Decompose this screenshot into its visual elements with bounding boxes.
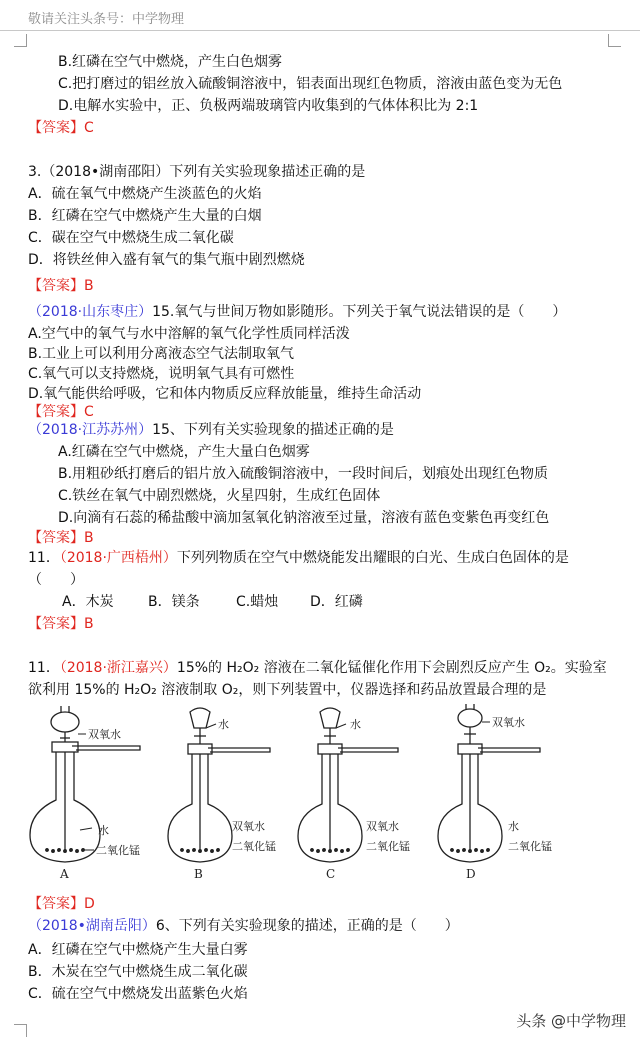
q11-jiaxing-stem-line1 <box>28 658 607 678</box>
q3-option-d: D．将铁丝伸入盛有氧气的集气瓶中剧烈燃烧 <box>28 252 305 268</box>
apparatus-d-bottom-label: 二氧化锰 <box>508 840 552 853</box>
q11-wuzhou-option-a: A．木炭 <box>62 594 114 610</box>
q15-suzhou-answer: 【答案】B <box>28 530 94 546</box>
apparatus-d-mid-label: 水 <box>508 820 519 833</box>
q11-wuzhou-option-b: B．镁条 <box>148 594 200 610</box>
q15-suzhou-source: （2018·江苏苏州） <box>28 422 153 438</box>
q-prev-option-c: C.把打磨过的铝丝放入硫酸铜溶液中，铝表面出现红色物质，溶液由蓝色变为无色 <box>58 76 563 92</box>
apparatus-b-letter: B <box>194 867 203 881</box>
q15-zaozhuang-option-b: B.工业上可以利用分离液态空气法制取氧气 <box>28 346 295 362</box>
q11-jiaxing-source: （2018·浙江嘉兴） <box>59 660 177 676</box>
corner-mark-top-right <box>608 34 621 47</box>
watermark: 头条 @中学物理 <box>516 1012 626 1030</box>
q6-yueyang-stem <box>28 916 459 936</box>
q15-suzhou-option-b: B.用粗砂纸打磨后的铝片放入硫酸铜溶液中，一段时间后，划痕处出现红色物质 <box>58 466 549 482</box>
q11-wuzhou-number: 11． <box>28 550 60 566</box>
q6-yueyang-text: 6、下列有关实验现象的描述，正确的是（ ） <box>155 918 459 934</box>
apparatus-figure <box>20 700 620 890</box>
apparatus-a-mid-label: 水 <box>98 824 109 837</box>
page-header: 敬请关注头条号：中学物理 <box>28 12 185 27</box>
apparatus-a-bottom-label: 二氧化锰 <box>96 844 140 857</box>
apparatus-c-mid-label: 双氧水 <box>366 820 399 833</box>
apparatus-a <box>30 706 140 862</box>
apparatus-a-top-label: 双氧水 <box>88 728 121 741</box>
apparatus-b-bottom-label: 二氧化锰 <box>232 840 276 853</box>
q11-wuzhou-source: （2018·广西梧州） <box>59 550 177 566</box>
q-prev-answer: 【答案】C <box>28 120 94 136</box>
apparatus-b-mid-label: 双氧水 <box>232 820 265 833</box>
q11-wuzhou-option-d: D．红磷 <box>310 594 363 610</box>
apparatus-c <box>298 708 398 862</box>
q-prev-option-d: D.电解水实验中，正、负极两端玻璃管内收集到的气体体积比为 2:1 <box>58 98 479 114</box>
q6-yueyang-source: （2018•湖南岳阳） <box>28 918 156 934</box>
header-divider <box>0 30 640 31</box>
q11-wuzhou-stem <box>28 548 569 568</box>
q3-stem: 3.（2018•湖南邵阳）下列有关实验现象描述正确的是 <box>28 164 366 180</box>
q6-yueyang-option-c: C．硫在空气中燃烧发出蓝紫色火焰 <box>28 986 248 1002</box>
apparatus-a-letter: A <box>60 867 69 881</box>
apparatus-b <box>168 708 270 862</box>
q15-suzhou-text: 15、下列有关实验现象的描述正确的是 <box>152 422 394 438</box>
apparatus-d-letter: D <box>466 867 476 881</box>
q15-zaozhuang-option-d: D.氧气能供给呼吸，它和体内物质反应释放能量，维持生命活动 <box>28 386 422 402</box>
q6-yueyang-option-b: B．木炭在空气中燃烧生成二氧化碳 <box>28 964 248 980</box>
q15-suzhou-option-d: D.向滴有石蕊的稀盐酸中滴加氢氧化钠溶液至过量，溶液有蓝色变紫色再变红色 <box>58 510 550 526</box>
apparatus-b-top-label: 水 <box>218 718 229 731</box>
q11-wuzhou-answer: 【答案】B <box>28 616 94 632</box>
q6-yueyang-option-a: A．红磷在空气中燃烧产生大量白雾 <box>28 942 248 958</box>
q11-wuzhou-option-c: C.蜡烛 <box>236 594 279 610</box>
q15-zaozhuang-stem <box>28 302 566 322</box>
apparatus-c-bottom-label: 二氧化锰 <box>366 840 410 853</box>
q15-suzhou-stem <box>28 420 394 440</box>
q15-zaozhuang-source: （2018·山东枣庄） <box>28 304 153 320</box>
q15-suzhou-option-a: A.红磷在空气中燃烧，产生大量白色烟雾 <box>58 444 310 460</box>
q11-jiaxing-number: 11． <box>28 660 60 676</box>
corner-mark-top-left <box>14 34 27 47</box>
q11-jiaxing-stem-line2: 欲利用 15%的 H₂O₂ 溶液制取 O₂，则下列装置中，仪器选择和药品放置最合理的是 <box>28 682 547 698</box>
q11-wuzhou-paren: （ ） <box>28 572 84 588</box>
q-prev-option-b: B.红磷在空气中燃烧，产生白色烟雾 <box>58 54 283 70</box>
q15-zaozhuang-option-a: A.空气中的氧气与水中溶解的氧气化学性质同样活泼 <box>28 326 350 342</box>
q11-wuzhou-text: 下列列物质在空气中燃烧能发出耀眼的白光、生成白色固体的是 <box>176 550 569 566</box>
q15-zaozhuang-answer: 【答案】C <box>28 404 94 420</box>
q15-zaozhuang-option-c: C.氧气可以支持燃烧，说明氧气具有可燃性 <box>28 366 295 382</box>
corner-mark-bottom-left <box>14 1024 27 1037</box>
apparatus-d-top-label: 双氧水 <box>492 716 525 729</box>
q11-jiaxing-answer: 【答案】D <box>28 896 95 912</box>
q3-option-a: A．硫在氧气中燃烧产生淡蓝色的火焰 <box>28 186 262 202</box>
q3-answer: 【答案】B <box>28 278 94 294</box>
q15-suzhou-option-c: C.铁丝在氧气中剧烈燃烧，火星四射，生成红色固体 <box>58 488 381 504</box>
apparatus-c-letter: C <box>326 867 336 881</box>
q3-option-c: C．碳在空气中燃烧生成二氧化碳 <box>28 230 234 246</box>
apparatus-c-top-label: 水 <box>350 718 361 731</box>
q15-zaozhuang-text: 15.氧气与世间万物如影随形。下列关于氧气说法错误的是（ ） <box>152 304 567 320</box>
q3-option-b: B．红磷在空气中燃烧产生大量的白烟 <box>28 208 262 224</box>
q11-jiaxing-text-1: 15%的 H₂O₂ 溶液在二氧化锰催化作用下会剧烈反应产生 O₂。实验室 <box>176 660 607 676</box>
